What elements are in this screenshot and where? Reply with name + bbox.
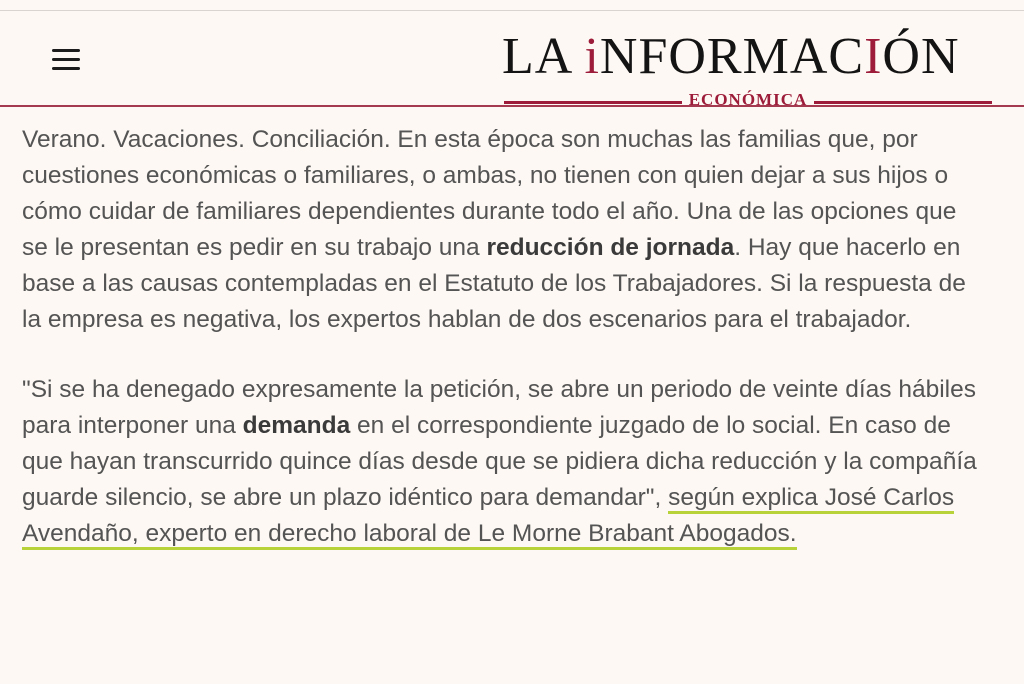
logo-text: LA (502, 28, 585, 85)
logo-rule-right (814, 101, 992, 104)
bold-phrase: reducción de jornada (486, 234, 735, 261)
logo-accent: I (864, 28, 883, 85)
menu-bar (52, 67, 80, 70)
paragraph-text: en el correspondiente juzgado de lo social. En caso de que hayan transcurrido quince días desde que se pidiera dicha reducción y la compañía guarde silencio, se abre un plazo idéntico para demandar", (22, 412, 977, 511)
logo-rule-left (504, 101, 682, 104)
paragraph-text: Verano. Vacaciones. Conciliación. En esta época son muchas las familias que, por cuestiones económicas o familiares, o ambas, no tienen con quien dejar a sus hijos o cómo cuidar de familiares dependientes durante todo el año. Una de las opciones que se le presentan es pedir en su trabajo una (22, 126, 957, 261)
source-link[interactable]: según explica José Carlos Avendaño, experto en derecho laboral de Le Morne Brabant Abogados. (22, 484, 954, 550)
logo-wordmark (502, 27, 960, 87)
logo-text: ÓN (882, 28, 960, 85)
site-header (0, 11, 1024, 107)
hamburger-menu-icon[interactable] (52, 47, 82, 73)
menu-bar (52, 58, 80, 61)
paragraph-text: "Si se ha denegado expresamente la petición, se abre un periodo de veinte días hábiles para interponer una (22, 376, 976, 439)
logo-subtitle: ECONÓMICA (688, 90, 808, 109)
logo-accent: i (584, 28, 600, 85)
article-paragraph (22, 122, 982, 338)
menu-bar (52, 49, 80, 52)
logo-text: NFORMAC (599, 28, 865, 85)
site-logo[interactable] (502, 27, 992, 107)
article-body (22, 122, 982, 552)
paragraph-text: . Hay que hacerlo en base a las causas contempladas en el Estatuto de los Trabajadores. Si la respuesta de la empresa es negativa, los expertos hablan de dos escenarios para el trabajador. (22, 234, 966, 333)
bold-phrase: demanda (242, 412, 351, 439)
article-paragraph (22, 372, 982, 552)
